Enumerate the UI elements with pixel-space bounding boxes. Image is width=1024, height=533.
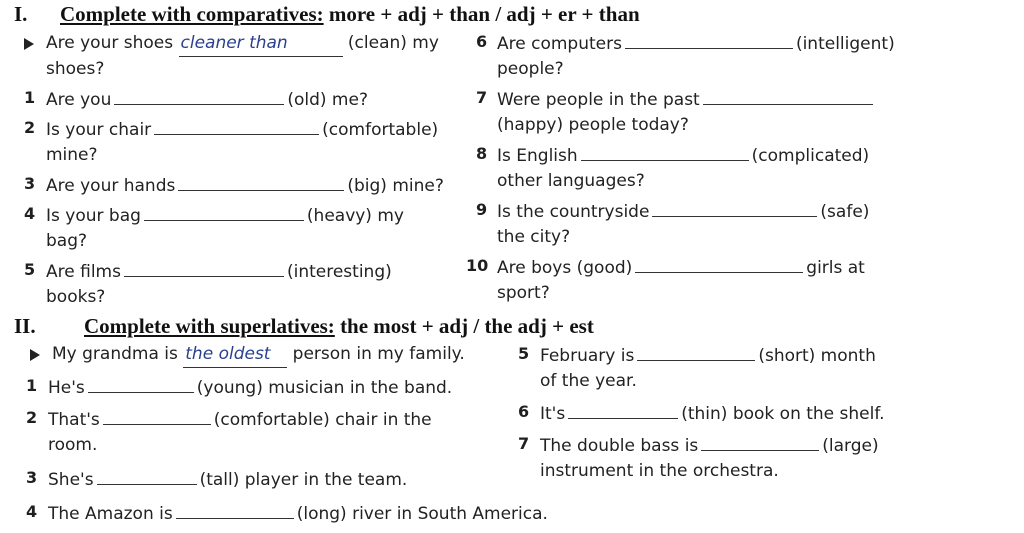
s1-item-4-post: (heavy) my [306,206,404,226]
s2-item-7-blank[interactable] [701,432,819,451]
s2-item-7-line2: instrument in the orchestra. [540,461,779,481]
s2-item-6-post: (thin) book on the shelf. [681,404,885,424]
s1-item-4-pre: Is your bag [46,206,141,226]
s2-item-7-post: (large) [822,436,879,456]
s2-item-7-pre: The double bass is [540,436,699,456]
s2-item-1-blank[interactable] [88,374,194,393]
s1-item-2-line2: mine? [46,145,98,165]
s1-item-5-blank[interactable] [124,258,284,277]
s1-item-3 [46,172,444,199]
section-1-rule: more + adj + than / adj + er + than [328,2,640,26]
s2-item-6 [540,400,885,427]
s1-example-post: (clean) my [347,33,439,53]
section-1-number: I. [14,2,28,26]
s1-item-8-line2: other languages? [497,171,645,191]
s1-item-7 [497,86,876,113]
s1-item-3-pre: Are your hands [46,176,176,196]
s1-example-pre: Are your shoes [46,33,174,53]
s2-item-3-post: (tall) player in the team. [199,470,408,490]
s1-item-2 [46,116,438,143]
s2-item-5-line2: of the year. [540,371,637,391]
s1-item-2-number: 2 [24,118,36,137]
s1-item-4-number: 4 [24,204,36,223]
s2-item-4-number: 4 [26,502,38,521]
s1-item-10-post: girls at [806,258,865,278]
s1-item-9-blank[interactable] [652,198,817,217]
example-bullet-icon [30,349,40,361]
section-2-heading [14,314,594,339]
s1-item-10-blank[interactable] [635,254,803,273]
s1-item-8-post: (complicated) [751,146,870,166]
s1-item-8-blank[interactable] [581,142,749,161]
s1-item-9 [497,198,869,225]
s1-item-8 [497,142,869,169]
section-1-heading [14,2,640,27]
s1-item-3-blank[interactable] [178,172,344,191]
s1-item-5-post: (interesting) [286,262,392,282]
section-1-title: Complete with comparatives: [60,2,324,26]
s2-item-5 [540,342,876,369]
s1-item-6-number: 6 [476,32,488,51]
s2-example-post: person in my family. [292,344,465,364]
s2-item-2-line2: room. [48,435,98,455]
s1-item-10-number: 10 [466,256,489,275]
s2-item-2-blank[interactable] [103,406,211,425]
s1-example [46,30,439,57]
s1-item-1-post: (old) me? [287,90,368,110]
s1-item-1-number: 1 [24,88,36,107]
s1-item-4 [46,202,404,229]
s1-item-2-blank[interactable] [154,116,319,135]
s2-item-5-pre: February is [540,346,635,366]
s2-item-2-pre: That's [48,410,100,430]
s2-item-3-pre: She's [48,470,94,490]
s2-item-5-post: (short) month [758,346,876,366]
s2-example-pre: My grandma is [52,344,178,364]
s2-item-6-number: 6 [518,402,530,421]
s1-item-3-post: (big) mine? [347,176,444,196]
s2-item-2 [48,406,432,433]
s1-item-6 [497,30,895,57]
s2-item-5-blank[interactable] [637,342,755,361]
s1-item-8-number: 8 [476,144,488,163]
s1-item-7-line2: (happy) people today? [497,115,689,135]
s1-item-7-number: 7 [476,88,488,107]
s2-item-4 [48,500,548,527]
s2-item-6-pre: It's [540,404,566,424]
example-bullet-icon [24,38,34,50]
section-2-rule: the most + adj / the adj + est [340,314,594,338]
s1-item-9-post: (safe) [820,202,870,222]
s1-item-5-line2: books? [46,287,106,307]
s2-item-3 [48,466,407,493]
s1-item-2-pre: Is your chair [46,120,152,140]
s2-item-1 [48,374,452,401]
s2-item-5-number: 5 [518,344,530,363]
s1-item-5 [46,258,392,285]
s1-item-9-line2: the city? [497,227,571,247]
s2-item-7-number: 7 [518,434,530,453]
s1-item-1-pre: Are you [46,90,112,110]
s1-item-7-blank[interactable] [703,86,873,105]
s2-item-7 [540,432,879,459]
s1-item-5-pre: Are films [46,262,121,282]
s2-item-1-post: (young) musician in the band. [196,378,453,398]
s1-item-7-pre: Were people in the past [497,90,700,110]
s1-item-10-line2: sport? [497,283,550,303]
s2-item-3-number: 3 [26,468,38,487]
s2-item-3-blank[interactable] [97,466,197,485]
s1-item-4-blank[interactable] [144,202,304,221]
s1-item-3-number: 3 [24,174,36,193]
s1-item-10-pre: Are boys (good) [497,258,633,278]
s1-item-9-pre: Is the countryside [497,202,650,222]
s2-item-4-blank[interactable] [176,500,294,519]
s2-item-1-pre: He's [48,378,85,398]
s2-item-4-post: (long) river in South America. [296,504,548,524]
s1-item-6-post: (intelligent) [795,34,895,54]
s1-item-6-line2: people? [497,59,564,79]
s1-item-5-number: 5 [24,260,36,279]
s2-example [52,341,465,368]
s2-item-2-number: 2 [26,408,38,427]
s1-item-4-line2: bag? [46,231,88,251]
s2-item-6-blank[interactable] [568,400,678,419]
s1-item-6-pre: Are computers [497,34,622,54]
section-2-number: II. [14,314,36,338]
s2-item-1-number: 1 [26,376,38,395]
s2-example-answer: the oldest [183,341,287,368]
s1-item-6-blank[interactable] [625,30,793,49]
s2-item-2-post: (comfortable) chair in the [213,410,432,430]
s1-example-answer: cleaner than [179,30,343,57]
s1-item-10 [497,254,865,281]
s2-item-4-pre: The Amazon is [48,504,173,524]
s1-item-1-blank[interactable] [114,86,284,105]
s1-item-1 [46,86,368,113]
s1-item-8-pre: Is English [497,146,578,166]
s1-item-2-post: (comfortable) [322,120,439,140]
section-2-title: Complete with superlatives: [84,314,335,338]
s1-item-9-number: 9 [476,200,488,219]
s1-example-line2: shoes? [46,59,105,79]
